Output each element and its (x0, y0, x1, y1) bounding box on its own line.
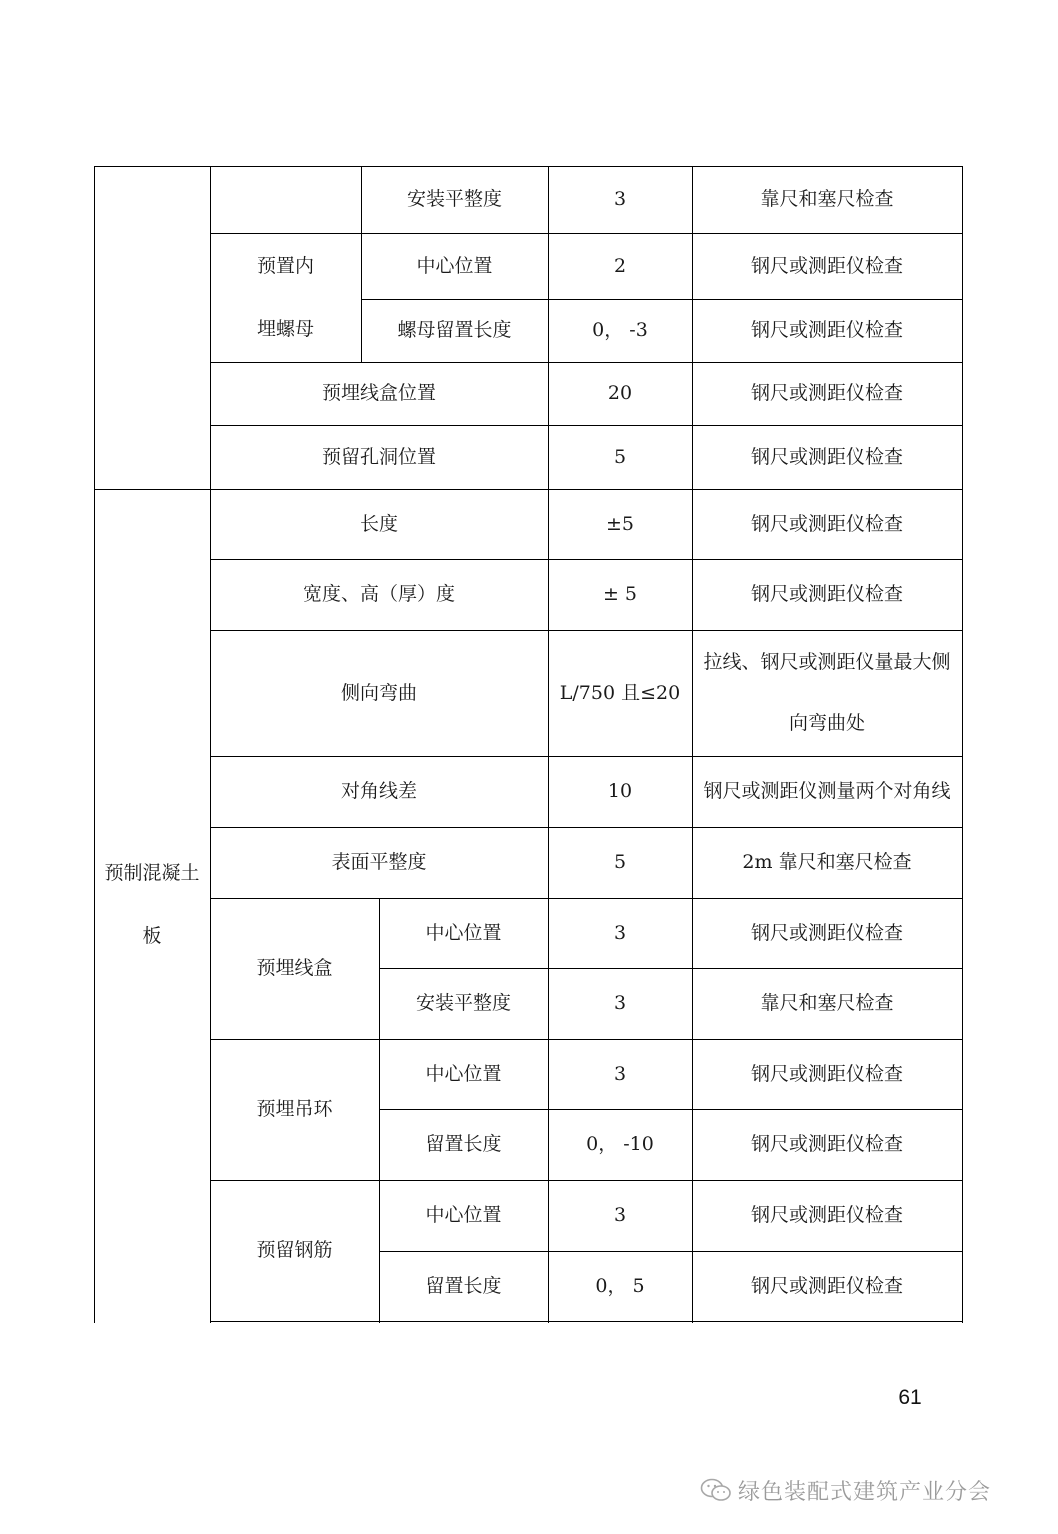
table-cell-tolerance: 0， -10 (586, 1133, 654, 1156)
table-cell-method: 钢尺或测距仪检查 (750, 1062, 903, 1085)
table-cell-method: 钢尺或测距仪检查 (750, 583, 903, 606)
table-cell-tolerance: L/750 且≤20 (559, 681, 681, 704)
table-cell-group-box: 预埋线盒 (256, 957, 333, 980)
watermark (700, 1470, 991, 1510)
group-label-line: 埋螺母 (256, 317, 314, 340)
table-cell-tolerance: ± 5 (602, 583, 638, 606)
table-cell-item: 安装平整度 (406, 188, 502, 211)
table-cell-tolerance: ±5 (605, 512, 634, 535)
category-label-line: 板 (142, 925, 162, 947)
table-cell-tolerance: 0， 5 (595, 1274, 645, 1297)
table-cell-method: 钢尺或测距仪检查 (750, 319, 903, 342)
table-cell-tolerance: 5 (613, 851, 627, 874)
table-cell-tolerance: 20 (607, 382, 633, 405)
table-cell-item: 留置长度 (425, 1274, 502, 1297)
method-line: 向弯曲处 (788, 712, 865, 734)
table-cell-tolerance: 3 (613, 1204, 627, 1227)
table-cell-method: 钢尺或测距仪检查 (750, 1133, 903, 1156)
table-cell-item: 中心位置 (425, 1062, 502, 1085)
table-cell-item: 宽度、高（厚）度 (302, 583, 455, 606)
table-cell-item: 对角线差 (340, 780, 417, 803)
table-cell-item: 预埋线盒位置 (321, 382, 436, 405)
table-cell-group-ring: 预埋吊环 (256, 1098, 333, 1121)
table-cell-method: 钢尺或测距仪测量两个对角线 (703, 780, 951, 803)
table-cell-method: 钢尺或测距仪检查 (750, 921, 903, 944)
group-label-line: 预置内 (256, 254, 314, 277)
table-cell-group-rebar: 预留钢筋 (256, 1239, 333, 1262)
table-cell-item: 预留孔洞位置 (321, 445, 436, 468)
table-cell-item: 中心位置 (425, 1204, 502, 1227)
table-cell-method: 钢尺或测距仪检查 (750, 445, 903, 468)
table-cell-category (94, 840, 210, 970)
table-cell-tolerance: 3 (613, 1062, 627, 1085)
table-cell-item: 留置长度 (425, 1133, 502, 1156)
table-cell-item: 中心位置 (416, 254, 493, 277)
table-cell-tolerance: 3 (613, 992, 627, 1015)
table-cell-tolerance: 2 (613, 254, 627, 277)
table-cell-tolerance: 0， -3 (592, 319, 648, 342)
table-cell-method (692, 630, 962, 756)
method-line: 拉线、钢尺或测距仪量最大侧 (703, 651, 951, 674)
wechat-icon (700, 1477, 732, 1503)
table-cell-method: 钢尺或测距仪检查 (750, 382, 903, 405)
table-border-bottom (210, 1321, 963, 1322)
table-cell-item: 长度 (359, 512, 398, 535)
table-cell-tolerance: 3 (613, 921, 627, 944)
table-cell-item: 表面平整度 (331, 851, 427, 874)
table-cell-tolerance: 5 (613, 445, 627, 468)
table-border-right (962, 166, 963, 1323)
table-cell-method: 靠尺和塞尺检查 (760, 992, 894, 1015)
table-cell-tolerance: 3 (613, 188, 627, 211)
table-cell-tolerance: 10 (607, 780, 633, 803)
table-cell-item: 安装平整度 (415, 992, 511, 1015)
table-cell-method: 靠尺和塞尺检查 (760, 188, 894, 211)
table-border-left (94, 166, 95, 1323)
table-cell-method: 钢尺或测距仪检查 (750, 1274, 903, 1297)
table-cell-item: 中心位置 (425, 921, 502, 944)
table-cell-group-nut (210, 233, 361, 362)
watermark-text: 绿色装配式建筑产业分会 (738, 1479, 992, 1505)
category-label-line: 预制混凝土 (104, 862, 200, 885)
table-cell-method: 钢尺或测距仪检查 (750, 512, 903, 535)
table-cell-method: 钢尺或测距仪检查 (750, 1204, 903, 1227)
table-cell-item: 侧向弯曲 (340, 681, 417, 704)
table-cell-method: 钢尺或测距仪检查 (750, 254, 903, 277)
table-cell-item: 螺母留置长度 (397, 319, 512, 342)
page-number: 61 (898, 1386, 922, 1409)
table-cell-method: 2m 靠尺和塞尺检查 (742, 851, 912, 874)
